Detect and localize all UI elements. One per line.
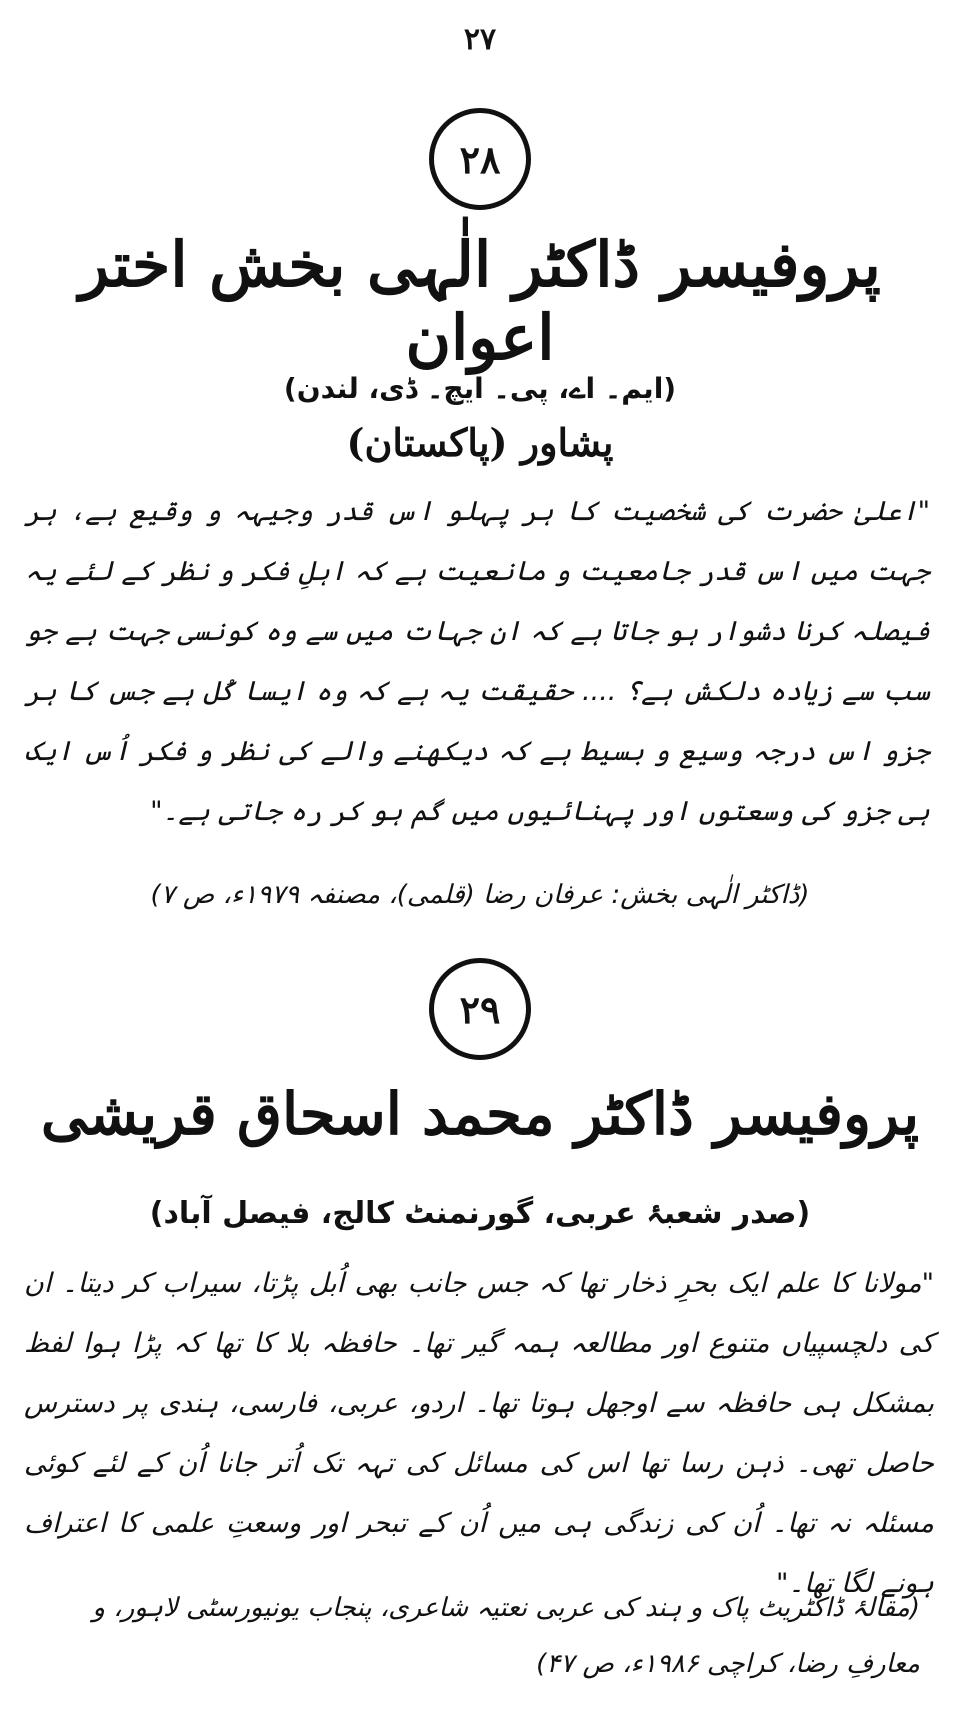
entry-number-badge: ٢٨ — [429, 108, 531, 210]
entry-quote: "اعلیٰ حضرت کی شخصیت کا ہر پہلو اس قدر وجیہہ و وقیع ہے، ہر جہت میں اس قدر جامعیت و مانعیت ہے کہ اہلِ فکر و نظر کے لئے یہ فیصلہ کرنا دشوار ہو جاتا ہے کہ ان جہات میں سے وہ کونسی جہت ہے جو سب سے زیادہ دلکش ہے؟ .... حقیقت یہ ہے کہ وہ ایسا کُل ہے جس کا ہر جزو اس درجہ وسیع و بسیط ہے کہ دیکھنے والے کی نظر و فکر اُس ایک ہی جزو کی وسعتوں اور پہنائیوں میں گم ہو کر رہ جاتی ہے۔" — [25, 496, 930, 827]
entry-city: پشاور (پاکستان) — [346, 420, 614, 465]
entry-qualification: (صدر شعبۂ عربی، گورنمنٹ کالج، فیصل آباد) — [149, 1196, 811, 1231]
entry-name-heading: پروفیسر ڈاکٹر محمد اسحاق قریشی — [40, 1080, 920, 1148]
entry-citation: (مقالۂ ڈاکٹریٹ پاک و ہند کی عربی نعتیہ شاعری، پنجاب یونیورسٹی لاہور، و معارفِ رضا، کراچی ۱۹۸۶ء، ص ۴۷) — [92, 1593, 920, 1679]
entry-citation: (ڈاکٹر الٰہی بخش: عرفان رضا (قلمی)، مصنفہ ۱۹۷۹ء، ص ۷) — [150, 880, 810, 910]
entry-name-heading: پروفیسر ڈاکٹر الٰہی بخش اختر اعوان — [79, 228, 881, 374]
entry-number-badge: ٢٩ — [429, 958, 531, 1060]
entry-qualification: (ایم۔ اے، پی۔ ایچ۔ ڈی، لندن) — [283, 372, 677, 405]
page-number: ٢٧ — [463, 22, 497, 57]
entry-quote: "مولانا کا علم ایک بحرِ ذخار تھا کہ جس جانب بھی اُبل پڑتا، سیراب کر دیتا۔ ان کی دلچسپیاں متنوع اور مطالعہ ہمہ گیر تھا۔ حافظہ بلا کا تھا کہ پڑا ہوا لفظ بمشکل ہی حافظہ سے اوجھل ہوتا تھا۔ اردو، عربی، فارسی، ہندی پر دسترس حاصل تھی۔ ذہن رسا تھا اس کی مسائل کی تہہ تک اُتر جانا اُن کے لئے کوئی مسئلہ نہ تھا۔ اُن کی زندگی ہی میں اُن کے تبحر اور وسعتِ علمی کا اعتراف ہونے لگا تھا۔" — [24, 1268, 934, 1599]
